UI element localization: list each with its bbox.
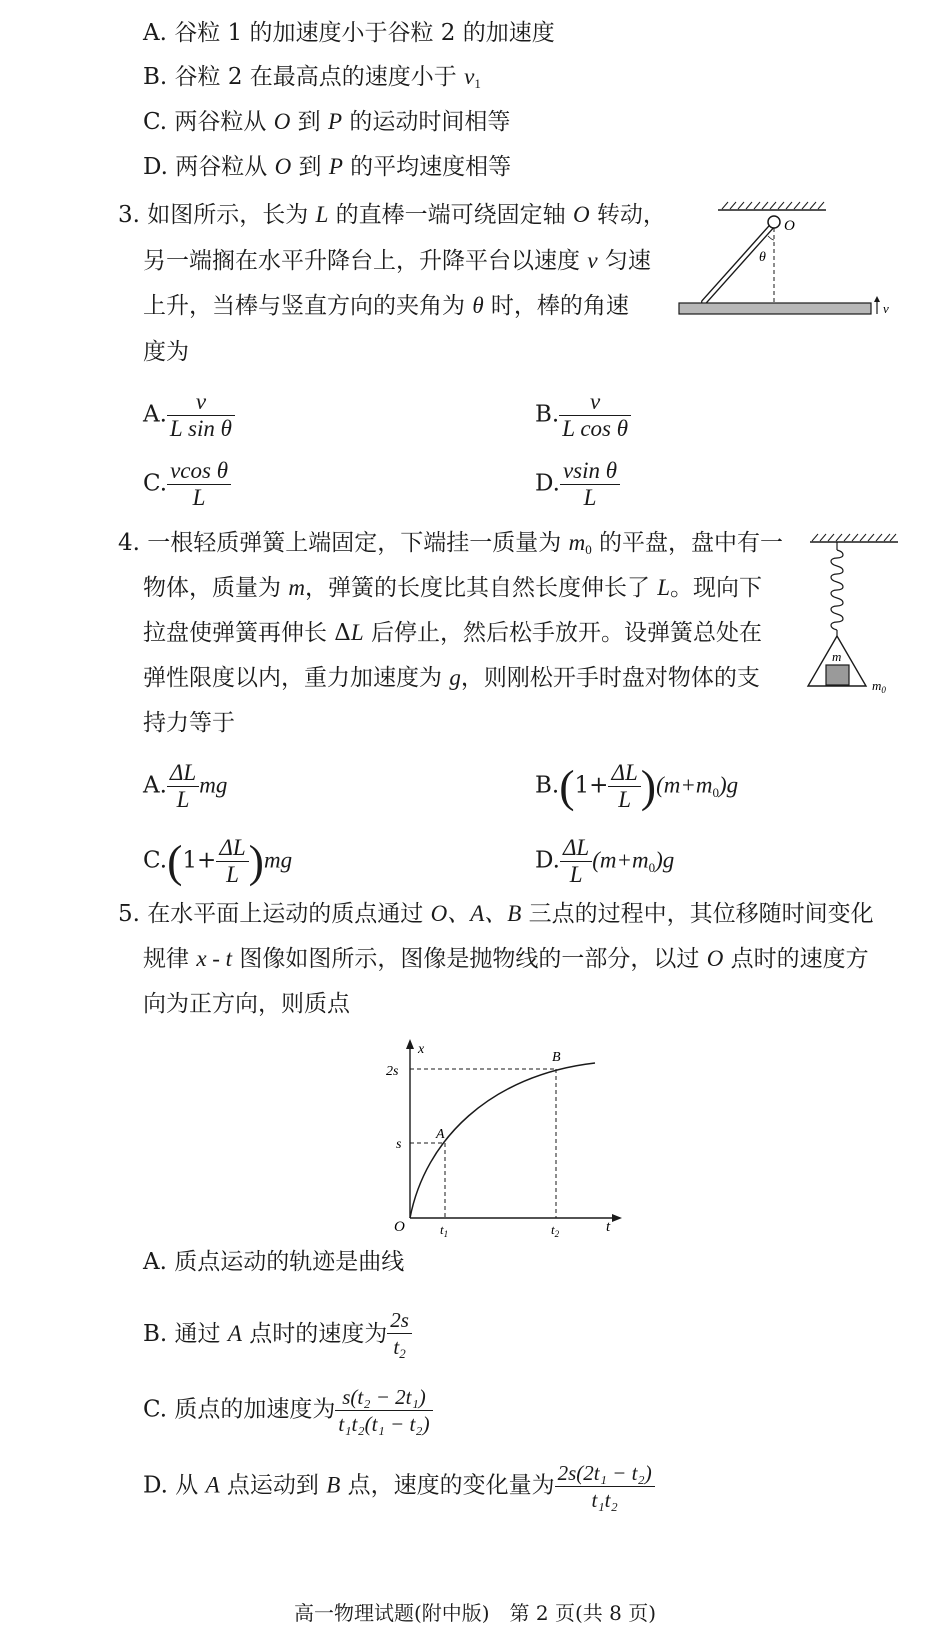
- q4-spring-figure: [800, 528, 905, 698]
- q4-stem-line5: 持力等于: [143, 710, 235, 736]
- q2-option-c: C. 两谷粒从 O 到 P 的运动时间相等: [143, 109, 511, 135]
- q3-option-a: A. $\frac{v}{\text{L sin θ}}$: [143, 389, 235, 442]
- q4-option-c: C.(1+ $\frac{\Delta L}{L}$ )mg: [143, 835, 293, 887]
- point-a-label: A: [436, 1127, 445, 1142]
- tick-s-label: s: [396, 1137, 402, 1152]
- arrow-up-icon: [874, 296, 880, 302]
- t-axis-label: t: [606, 1219, 611, 1235]
- q3-option-d: D. $\frac{\text{vsin θ}}{L}$: [535, 458, 620, 511]
- q2-option-b: B. 谷粒 2 在最高点的速度小于 v1: [143, 64, 481, 91]
- q3-fig-theta-label: θ: [759, 250, 766, 265]
- q4-option-d: D. $\frac{\Delta L}{L}$ (m+m0)g: [535, 835, 675, 887]
- q3-stem-line4: 度为: [143, 339, 189, 365]
- origin-label: O: [394, 1219, 405, 1235]
- q4-option-a: A. $\frac{\Delta L}{L}$ mg: [143, 760, 228, 812]
- q3-rod-figure: [676, 198, 896, 326]
- q5-stem-line2: 规律 x - t 图像如图所示，图像是抛物线的一部分，以过 O 点时的速度方: [143, 946, 869, 972]
- tick-t2-label: $t_2$: [551, 1222, 560, 1239]
- q5-stem-line1: 5. 在水平面上运动的质点通过 O、A、B 三点的过程中，其位移随时间变化: [118, 901, 874, 927]
- q3-option-b: B. $\frac{v}{\text{L cos θ}}$: [535, 389, 631, 442]
- q4-stem-line2: 物体，质量为 m，弹簧的长度比其自然长度伸长了 L。现向下: [143, 575, 763, 601]
- x-axis-label: x: [418, 1042, 425, 1057]
- q3-stem-line1: 3. 如图所示，长为 L 的直棒一端可绕固定轴 O 转动，: [118, 202, 666, 228]
- q2-option-d: D. 两谷粒从 O 到 P 的平均速度相等: [143, 154, 512, 180]
- q4-option-b: B.(1+ $\frac{\Delta L}{L}$ )(m+m0)g: [535, 760, 739, 812]
- point-b-label: B: [552, 1050, 561, 1065]
- q3-fig-v-label: v: [883, 301, 889, 316]
- tick-t1-label: $t_1$: [440, 1222, 449, 1239]
- q5-xt-graph: [380, 1035, 640, 1239]
- q4-fig-m-label: m: [832, 649, 842, 664]
- mass-block: [826, 665, 849, 685]
- q3-option-c: C. $\frac{\text{vcos θ}}{L}$: [143, 458, 231, 511]
- q5-option-a: A. 质点运动的轨迹是曲线: [143, 1249, 405, 1275]
- q2-option-a: A. 谷粒 1 的加速度小于谷粒 2 的加速度: [143, 20, 555, 46]
- pivot-o-icon: [768, 216, 780, 228]
- q5-option-c: C. 质点的加速度为 $\frac{\text{s(t₂ − 2t₁)}}{\text{t₁t₂(t₁ − t₂)}}$: [143, 1384, 433, 1437]
- q3-stem-line3: 上升，当棒与竖直方向的夹角为 θ 时，棒的角速: [143, 293, 629, 319]
- q3-stem-line2: 另一端搁在水平升降台上，升降平台以速度 v 匀速: [143, 248, 651, 274]
- spring-coil: [831, 550, 843, 630]
- q5-stem-line3: 向为正方向，则质点: [143, 991, 350, 1017]
- tick-2s-label: 2s: [386, 1064, 399, 1079]
- q4-stem-line1: 4. 一根轻质弹簧上端固定，下端挂一质量为 m0 的平盘，盘中有一: [118, 530, 784, 557]
- q4-stem-line3: 拉盘使弹簧再伸长 ΔL 后停止，然后松手放开。设弹簧总处在: [143, 620, 763, 646]
- q4-stem-line4: 弹性限度以内，重力加速度为 g，则刚松开手时盘对物体的支: [143, 665, 760, 691]
- q5-option-d: D. 从 A 点运动到 B 点，速度的变化量为 $\frac{\text{2s(2t₁ − t₂)}}{\text{t₁t₂}}$: [143, 1460, 655, 1513]
- q5-option-b: B. 通过 A 点时的速度为 $\frac{2s}{t2}$: [143, 1307, 412, 1363]
- q4-fig-m0-label: $m_0$: [872, 678, 886, 695]
- q3-fig-o-label: O: [784, 218, 795, 234]
- page-footer: 高一物理试题(附中版) 第 2 页(共 8 页): [293, 1601, 657, 1625]
- lift-platform: [679, 303, 871, 314]
